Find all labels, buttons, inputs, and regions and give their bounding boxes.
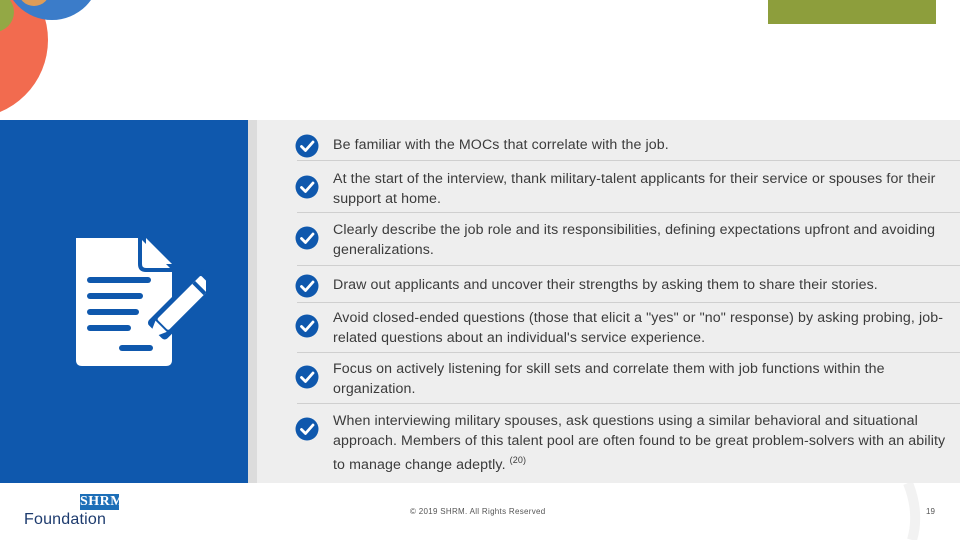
check-circle-icon: [295, 134, 319, 158]
decorative-circles: [0, 0, 130, 120]
divider: [297, 302, 960, 303]
list-item-text: Clearly describe the job role and its responsibilities, defining expectations upfront and avoiding generalizations.: [333, 222, 936, 258]
check-circle-icon: [295, 226, 319, 250]
divider: [297, 352, 960, 353]
reference-marker: (20): [509, 455, 527, 465]
shrm-foundation-logo[interactable]: [22, 494, 132, 530]
divider: [297, 212, 960, 213]
check-circle-icon: [295, 274, 319, 298]
accent-bar: [768, 0, 936, 24]
list-item-text: Draw out applicants and uncover their strengths by asking them to share their stories.: [333, 277, 878, 293]
decorative-curve: [890, 483, 930, 540]
divider: [297, 265, 960, 266]
check-circle-icon: [295, 175, 319, 199]
page-number: 19: [926, 507, 935, 516]
check-circle-icon: [295, 365, 319, 389]
divider: [297, 160, 960, 161]
list-item-body: When interviewing military spouses, ask questions using a similar behavioral and situational approach. Members of this talent pool are often found to be great problem-solvers with an ability to manage change adeptly.: [333, 413, 946, 473]
list-item-text: Avoid closed-ended questions (those that elicit a "yes" or "no" response) by asking probing, job-related questions about an individual's service experience.: [333, 310, 944, 346]
logo-mark: SHRM: [80, 494, 124, 509]
list-item-text: At the start of the interview, thank military-talent applicants for their service or spouses for their support at home.: [333, 171, 936, 207]
check-circle-icon: [295, 417, 319, 441]
check-circle-icon: [295, 314, 319, 338]
panel-divider: [248, 120, 257, 483]
copyright-text: © 2019 SHRM. All Rights Reserved: [410, 507, 546, 516]
logo-wordmark: Foundation: [24, 511, 107, 528]
list-item-text: [333, 412, 953, 476]
document-edit-icon: [66, 232, 206, 372]
checklist-panel: [257, 120, 960, 483]
divider: [297, 403, 960, 404]
list-item-text: Focus on actively listening for skill sets and correlate them with job functions within the organization.: [333, 361, 885, 397]
list-item-text: Be familiar with the MOCs that correlate with the job.: [333, 137, 669, 153]
